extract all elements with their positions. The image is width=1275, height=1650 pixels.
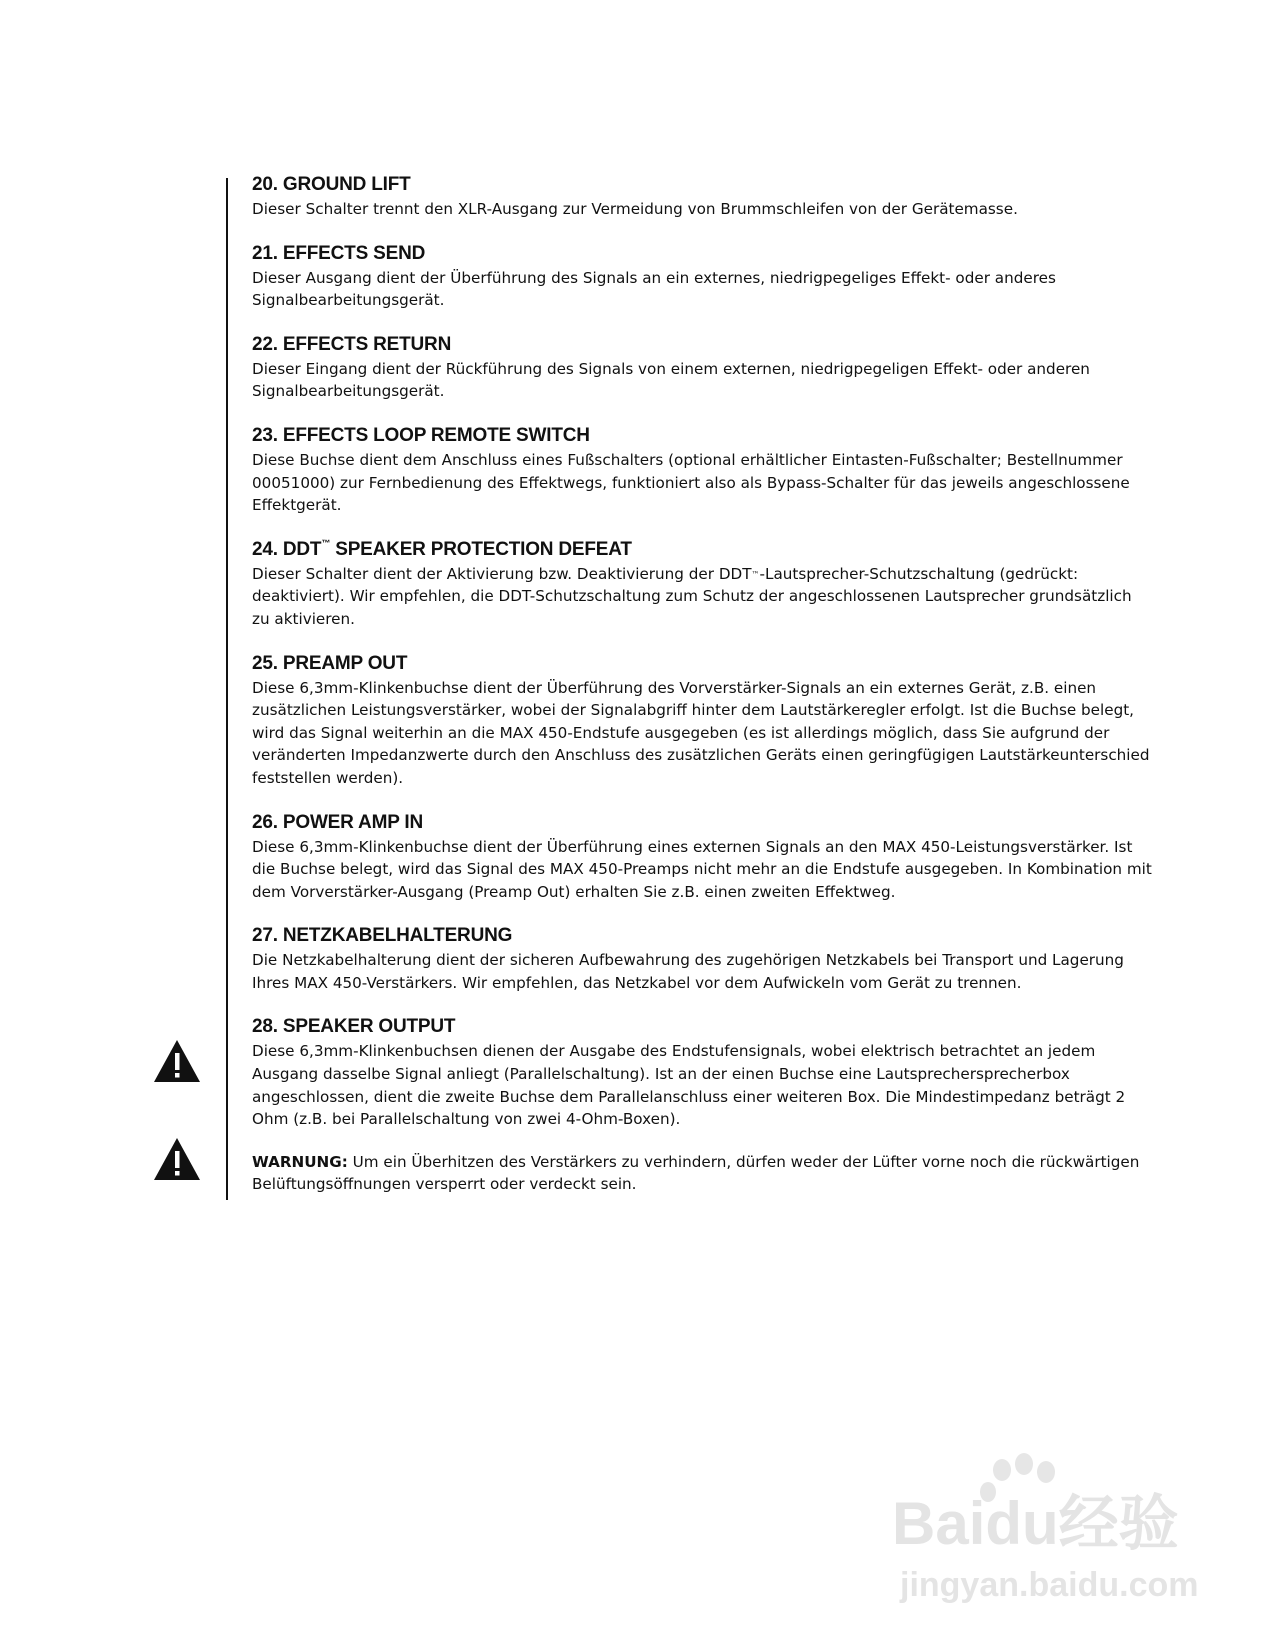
section-effects-loop-remote-switch bbox=[252, 423, 1152, 517]
section-heading: 21. EFFECTS SEND bbox=[252, 242, 426, 264]
section-body: Dieser Schalter trennt den XLR-Ausgang zur Vermeidung von Brummschleifen von der Gerätemasse. bbox=[252, 200, 1018, 218]
section-speaker-output bbox=[252, 1014, 1152, 1130]
body-part: Dieser Schalter dient der Aktivierung bzw. Deaktivierung der DDT bbox=[252, 564, 752, 583]
section-effects-send bbox=[252, 241, 1152, 312]
heading-part: SPEAKER PROTECTION DEFEAT bbox=[330, 538, 632, 560]
trademark-symbol: ™ bbox=[321, 537, 331, 548]
section-heading: 23. EFFECTS LOOP REMOTE SWITCH bbox=[252, 424, 590, 446]
watermark-url: jingyan.baidu.com bbox=[900, 1566, 1199, 1604]
warning-section bbox=[252, 1151, 1152, 1196]
section-effects-return bbox=[252, 332, 1152, 403]
section-body: Die Netzkabelhalterung dient der sicheren Aufbewahrung des zugehörigen Netzkabels bei Transport und Lagerung Ihres MAX 450-Verstärkers. Wir empfehlen, das Netzkabel vor dem Aufwickeln vom Gerät zu trennen. bbox=[252, 951, 1124, 992]
section-heading: 22. EFFECTS RETURN bbox=[252, 333, 452, 355]
section-body: Dieser Eingang dient der Rückführung des Signals von einem externen, niedrigpegeligen Effekt- oder anderen Signalbearbeitungsgerät. bbox=[252, 359, 1090, 401]
section-ddt-speaker-protection bbox=[252, 537, 1152, 631]
section-body: Diese 6,3mm-Klinkenbuchsen dienen der Ausgabe des Endstufensignals, wobei elektrisch betrachtet an jedem Ausgang dasselbe Signal anliegt (Parallelschaltung). Ist an der einen Buchse eine Lautsprechersprecherbox angeschlossen, dient die zweite Buchse dem Parallelanschluss einer weiteren Box. Die Mindestimpedanz beträgt 2 Ohm (z.B. bei Parallelschaltung von zwei 4-Ohm-Boxen). bbox=[252, 1042, 1126, 1129]
section-heading: 25. PREAMP OUT bbox=[252, 652, 408, 674]
section-power-amp-in bbox=[252, 810, 1152, 904]
section-body: Diese Buchse dient dem Anschluss eines Fußschalters (optional erhältlicher Eintasten-Fußschalter; Bestellnummer 00051000) zur Fernbedienung des Effektwegs, funktioniert also als Bypass-Schalter für das jeweils angeschlossene Effektgerät. bbox=[252, 450, 1130, 515]
baidu-watermark bbox=[890, 1450, 1230, 1610]
section-heading: 27. NETZKABELHALTERUNG bbox=[252, 925, 513, 947]
warning-triangle-icon bbox=[152, 1136, 202, 1182]
margin-rule bbox=[226, 178, 228, 1200]
warning-body: Um ein Überhitzen des Verstärkers zu verhindern, dürfen weder der Lüfter vorne noch die rückwärtigen Belüftungsöffnungen versperrt oder verdeckt sein. bbox=[252, 1152, 1140, 1194]
section-heading: 26. POWER AMP IN bbox=[252, 811, 424, 833]
section-heading: 20. GROUND LIFT bbox=[252, 174, 411, 195]
body-part: -Lautsprecher-Schutzschaltung (gedrückt: deaktiviert). Wir empfehlen, die DDT-Schutzschaltung zum Schutz der angeschlossenen Lautsprecher grundsätzlich zu aktivieren. bbox=[252, 564, 1132, 628]
section-body: Diese 6,3mm-Klinkenbuchse dient der Überführung des Vorverstärker-Signals an ein externes Gerät, z.B. einen zusätzlichen Leistungsverstärker, wobei der Signalabgriff hinter dem Lautstärkeregler erfolgt. Ist die Buchse belegt, wird das Signal weiterhin an die MAX 450-Endstufe ausgegeben (es ist allerdings möglich, dass Sie aufgrund der veränderten Impedanzwerte durch den Anschluss des zusätzlichen Geräts einen geringfügigen Lautstärkeunterschied feststellen werden). bbox=[252, 678, 1150, 787]
warning-triangle-icon bbox=[152, 1038, 202, 1084]
section-body: Dieser Ausgang dient der Überführung des Signals an ein externes, niedrigpegeliges Effekt- oder anderes Signalbearbeitungsgerät. bbox=[252, 268, 1056, 310]
manual-content bbox=[252, 172, 1152, 1216]
section-body: Diese 6,3mm-Klinkenbuchse dient der Überführung eines externen Signals an den MAX 450-Leistungsverstärker. Ist die Buchse belegt, wird das Signal des MAX 450-Preamps nicht mehr an die Endstufe ausgegeben. In Kombination mit dem Vorverstärker-Ausgang (Preamp Out) erhalten Sie z.B. einen zweiten Effektweg. bbox=[252, 837, 1152, 901]
section-heading bbox=[252, 537, 1152, 563]
watermark-brand: Baidu经验 bbox=[892, 1490, 1179, 1557]
heading-part: 24. DDT bbox=[252, 538, 322, 560]
trademark-symbol: ™ bbox=[751, 569, 760, 579]
section-preamp-out bbox=[252, 651, 1152, 790]
section-heading: 28. SPEAKER OUTPUT bbox=[252, 1016, 456, 1038]
section-ground-lift bbox=[252, 172, 1152, 221]
section-body bbox=[252, 563, 1152, 631]
warning-text bbox=[252, 1151, 1152, 1196]
section-netzkabelhalterung bbox=[252, 923, 1152, 994]
warning-label: WARNUNG: bbox=[252, 1152, 348, 1171]
